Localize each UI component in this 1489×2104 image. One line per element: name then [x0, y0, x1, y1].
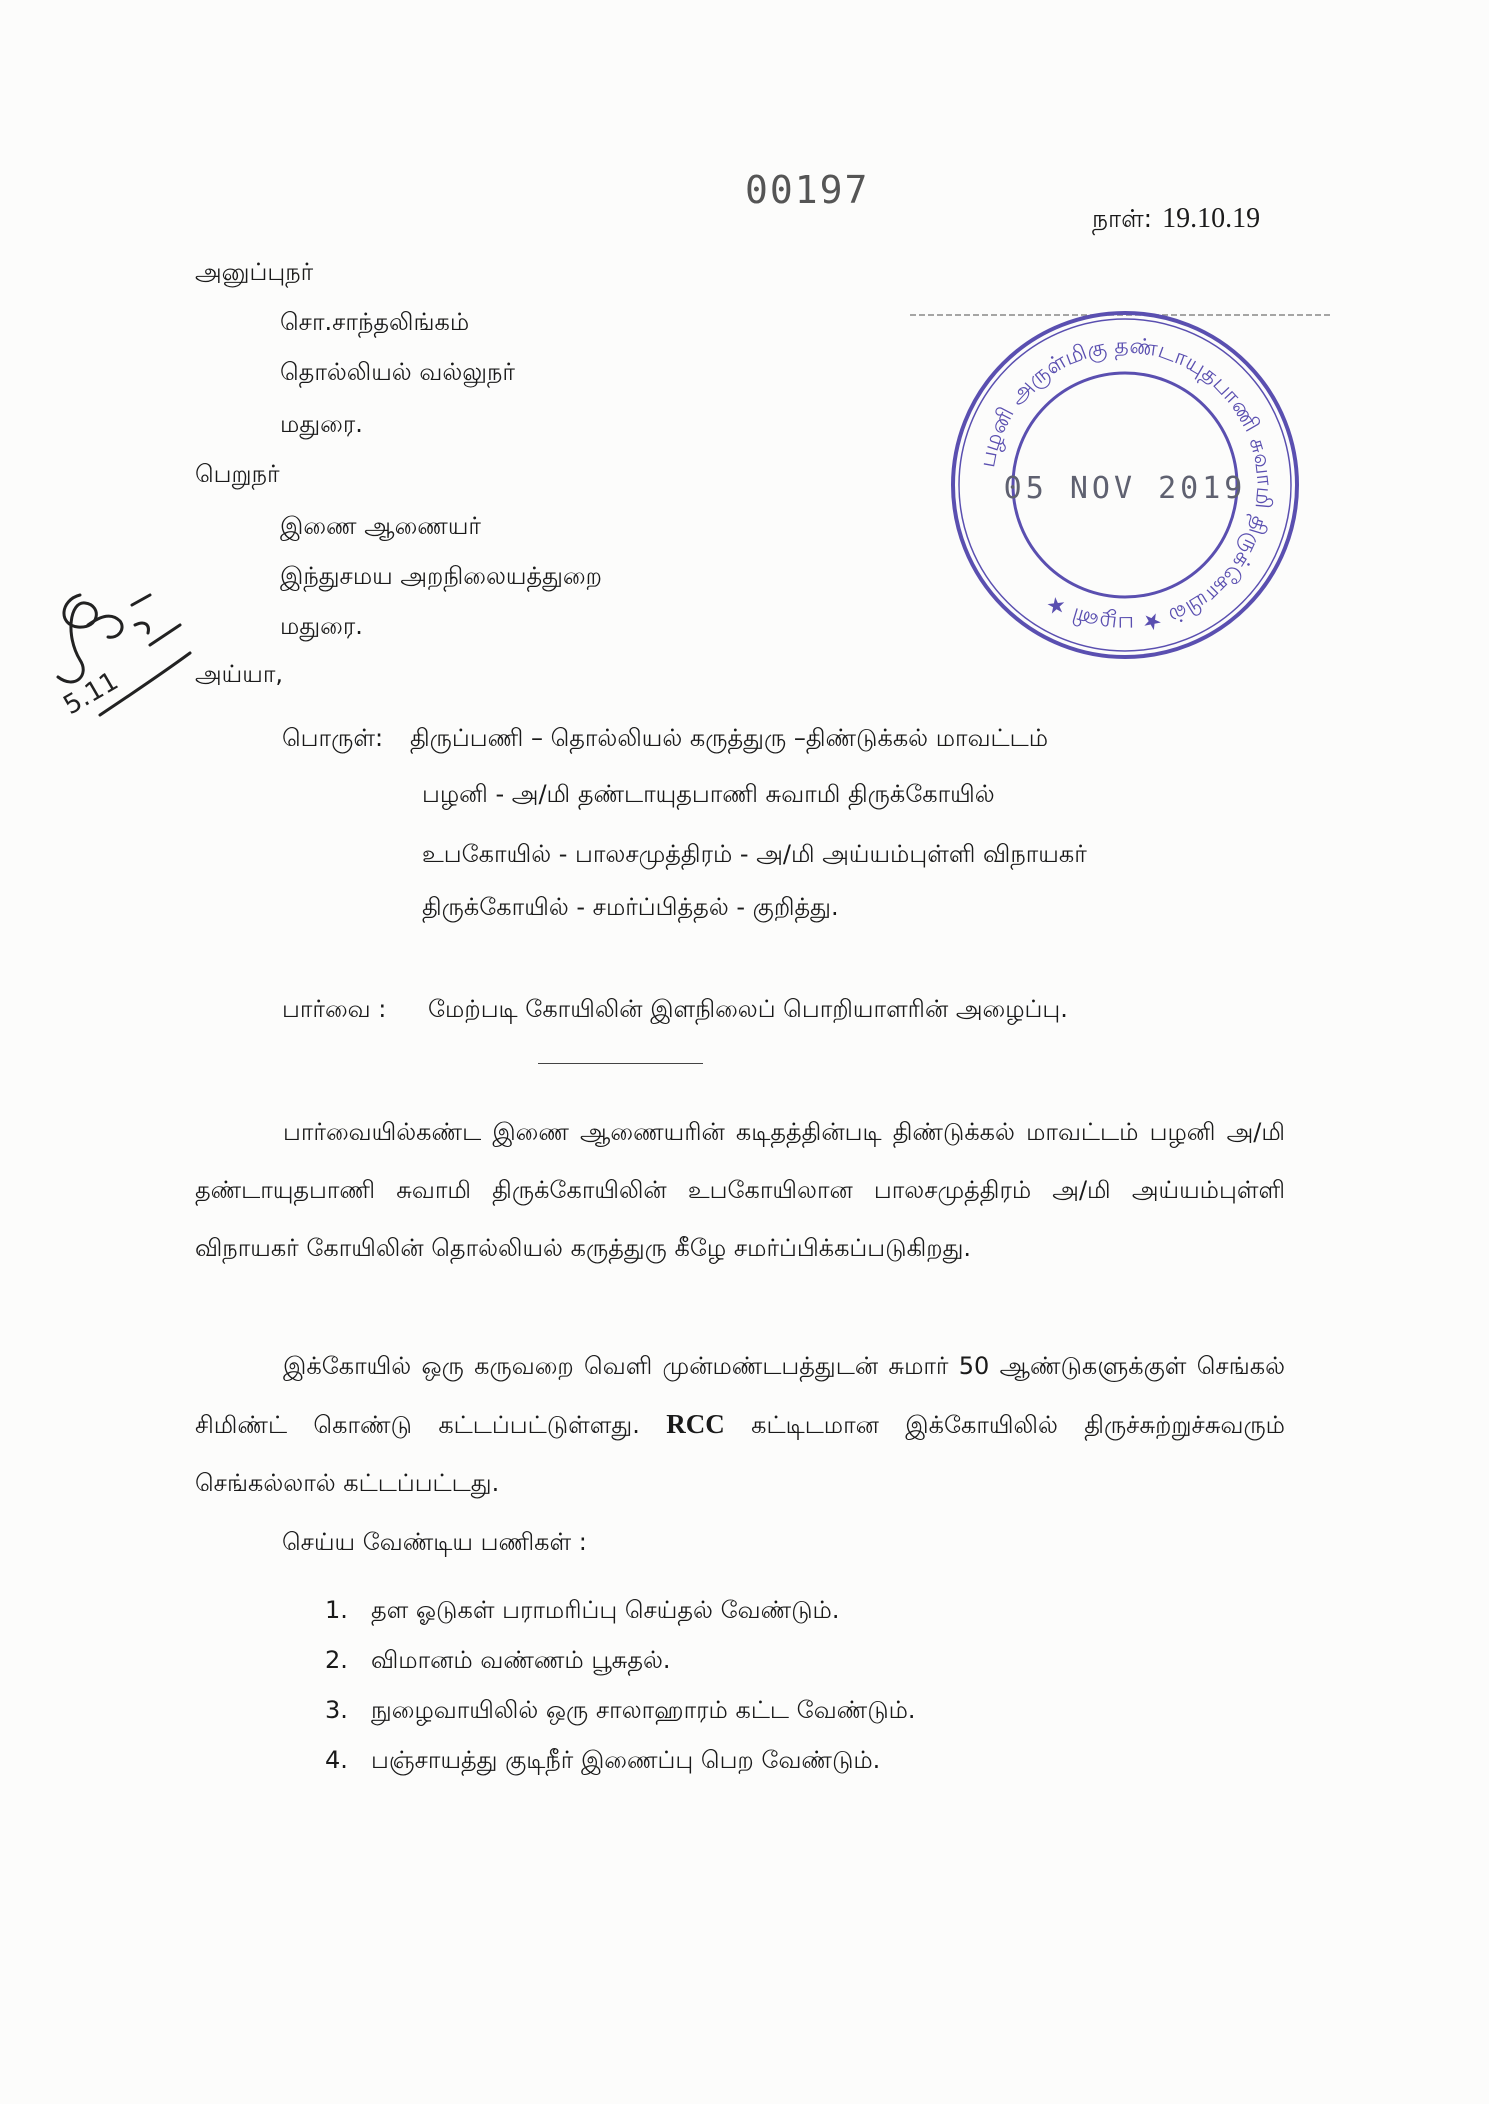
list-item-number: 2. [325, 1646, 348, 1674]
body-paragraph-1-text: பார்வையில்கண்ட இணை ஆணையரின் கடிதத்தின்படி திண்டுக்கல் மாவட்டம் பழனி அ/மி தண்டாயுதபாணி சுவாமி திருக்கோயிலின் உபகோயிலான பாலசமுத்திரம் அ/மி அய்யம்புள்ளி விநாயகர் கோயிலின் தொல்லியல் கருத்துரு கீழே சமர்ப்பிக்கப்படுகிறது. [195, 1118, 1285, 1262]
subject-line-4: திருக்கோயில் - சமர்ப்பித்தல் - குறித்து. [422, 893, 839, 921]
list-item-number: 1. [325, 1596, 348, 1624]
serial-number: 00197 [745, 168, 870, 212]
reference-underline [538, 1063, 703, 1064]
date-value: 19.10.19 [1162, 203, 1261, 234]
stamp-date: 05 NOV 2019 [1003, 471, 1247, 506]
sender-city: மதுரை. [280, 410, 363, 438]
handwritten-signature [40, 565, 200, 730]
body-paragraph-1 [195, 1103, 1285, 1277]
body-paragraph-2 [195, 1337, 1285, 1512]
reference-text: மேற்படி கோயிலின் இளநிலைப் பொறியாளரின் அழைப்பு. [428, 995, 1068, 1023]
rcc-term: RCC [666, 1409, 725, 1439]
recipient-title: இணை ஆணையர் [280, 512, 481, 540]
signature-mark: 5.11 [58, 666, 124, 722]
subject-label: பொருள்: [282, 724, 384, 752]
subject-line-2: பழனி - அ/மி தண்டாயுதபாணி சுவாமி திருக்கோயில் [422, 780, 995, 808]
list-item [325, 1585, 916, 1635]
date-label: நாள்: [1092, 204, 1153, 233]
date-line [1092, 203, 1260, 237]
body-paragraph-2-text-a: இக்கோயில் ஒரு கருவறை வெளி முன்மண்டபத்துடன் சுமார் 50 ஆண்டுகளுக்குள் செங்கல் சிமிண்ட் கொண்டு கட்டப்பட்டுள்ளது. [195, 1352, 1285, 1439]
stamp-ring-text: பழனி அருள்மிகு தண்டாயுதபாணி சுவாமி திருக்கோயில் ★ பழனி ★ [975, 333, 1277, 637]
list-item-text: தள ஓடுகள் பராமரிப்பு செய்தல் வேண்டும். [371, 1596, 840, 1624]
list-item-number: 3. [325, 1696, 348, 1724]
list-item [325, 1685, 916, 1735]
official-seal-stamp [940, 300, 1310, 670]
tasks-list [325, 1585, 916, 1785]
list-item [325, 1735, 916, 1785]
recipient-label: பெறுநர் [195, 460, 280, 488]
recipient-department: இந்துசமய அறநிலையத்துறை [280, 562, 602, 590]
tasks-heading: செய்ய வேண்டிய பணிகள் : [282, 1528, 587, 1556]
list-item-text: பஞ்சாயத்து குடிநீர் இணைப்பு பெற வேண்டும். [371, 1746, 881, 1774]
recipient-city: மதுரை. [280, 612, 363, 640]
list-item [325, 1635, 916, 1685]
subject-line-1: திருப்பணி – தொல்லியல் கருத்துரு –திண்டுக்கல் மாவட்டம் [410, 724, 1049, 752]
sender-label: அனுப்புநர் [195, 258, 314, 286]
body-paragraph-2-text-b: கட்டிடமான இக்கோயிலில் திருச்சுற்றுச்சுவரும் செங்கல்லால் கட்டப்பட்டது. [195, 1411, 1285, 1497]
list-item-number: 4. [325, 1746, 348, 1774]
sender-title: தொல்லியல் வல்லுநர் [280, 358, 515, 386]
list-item-text: நுழைவாயிலில் ஒரு சாலாஹாரம் கட்ட வேண்டும். [371, 1696, 916, 1724]
list-item-text: விமானம் வண்ணம் பூசுதல். [371, 1646, 671, 1674]
salutation: அய்யா, [195, 660, 283, 688]
sender-name: சொ.சாந்தலிங்கம் [280, 308, 470, 336]
subject-line-3: உபகோயில் - பாலசமுத்திரம் - அ/மி அய்யம்புள்ளி விநாயகர் [422, 840, 1087, 868]
reference-label: பார்வை : [282, 995, 387, 1023]
